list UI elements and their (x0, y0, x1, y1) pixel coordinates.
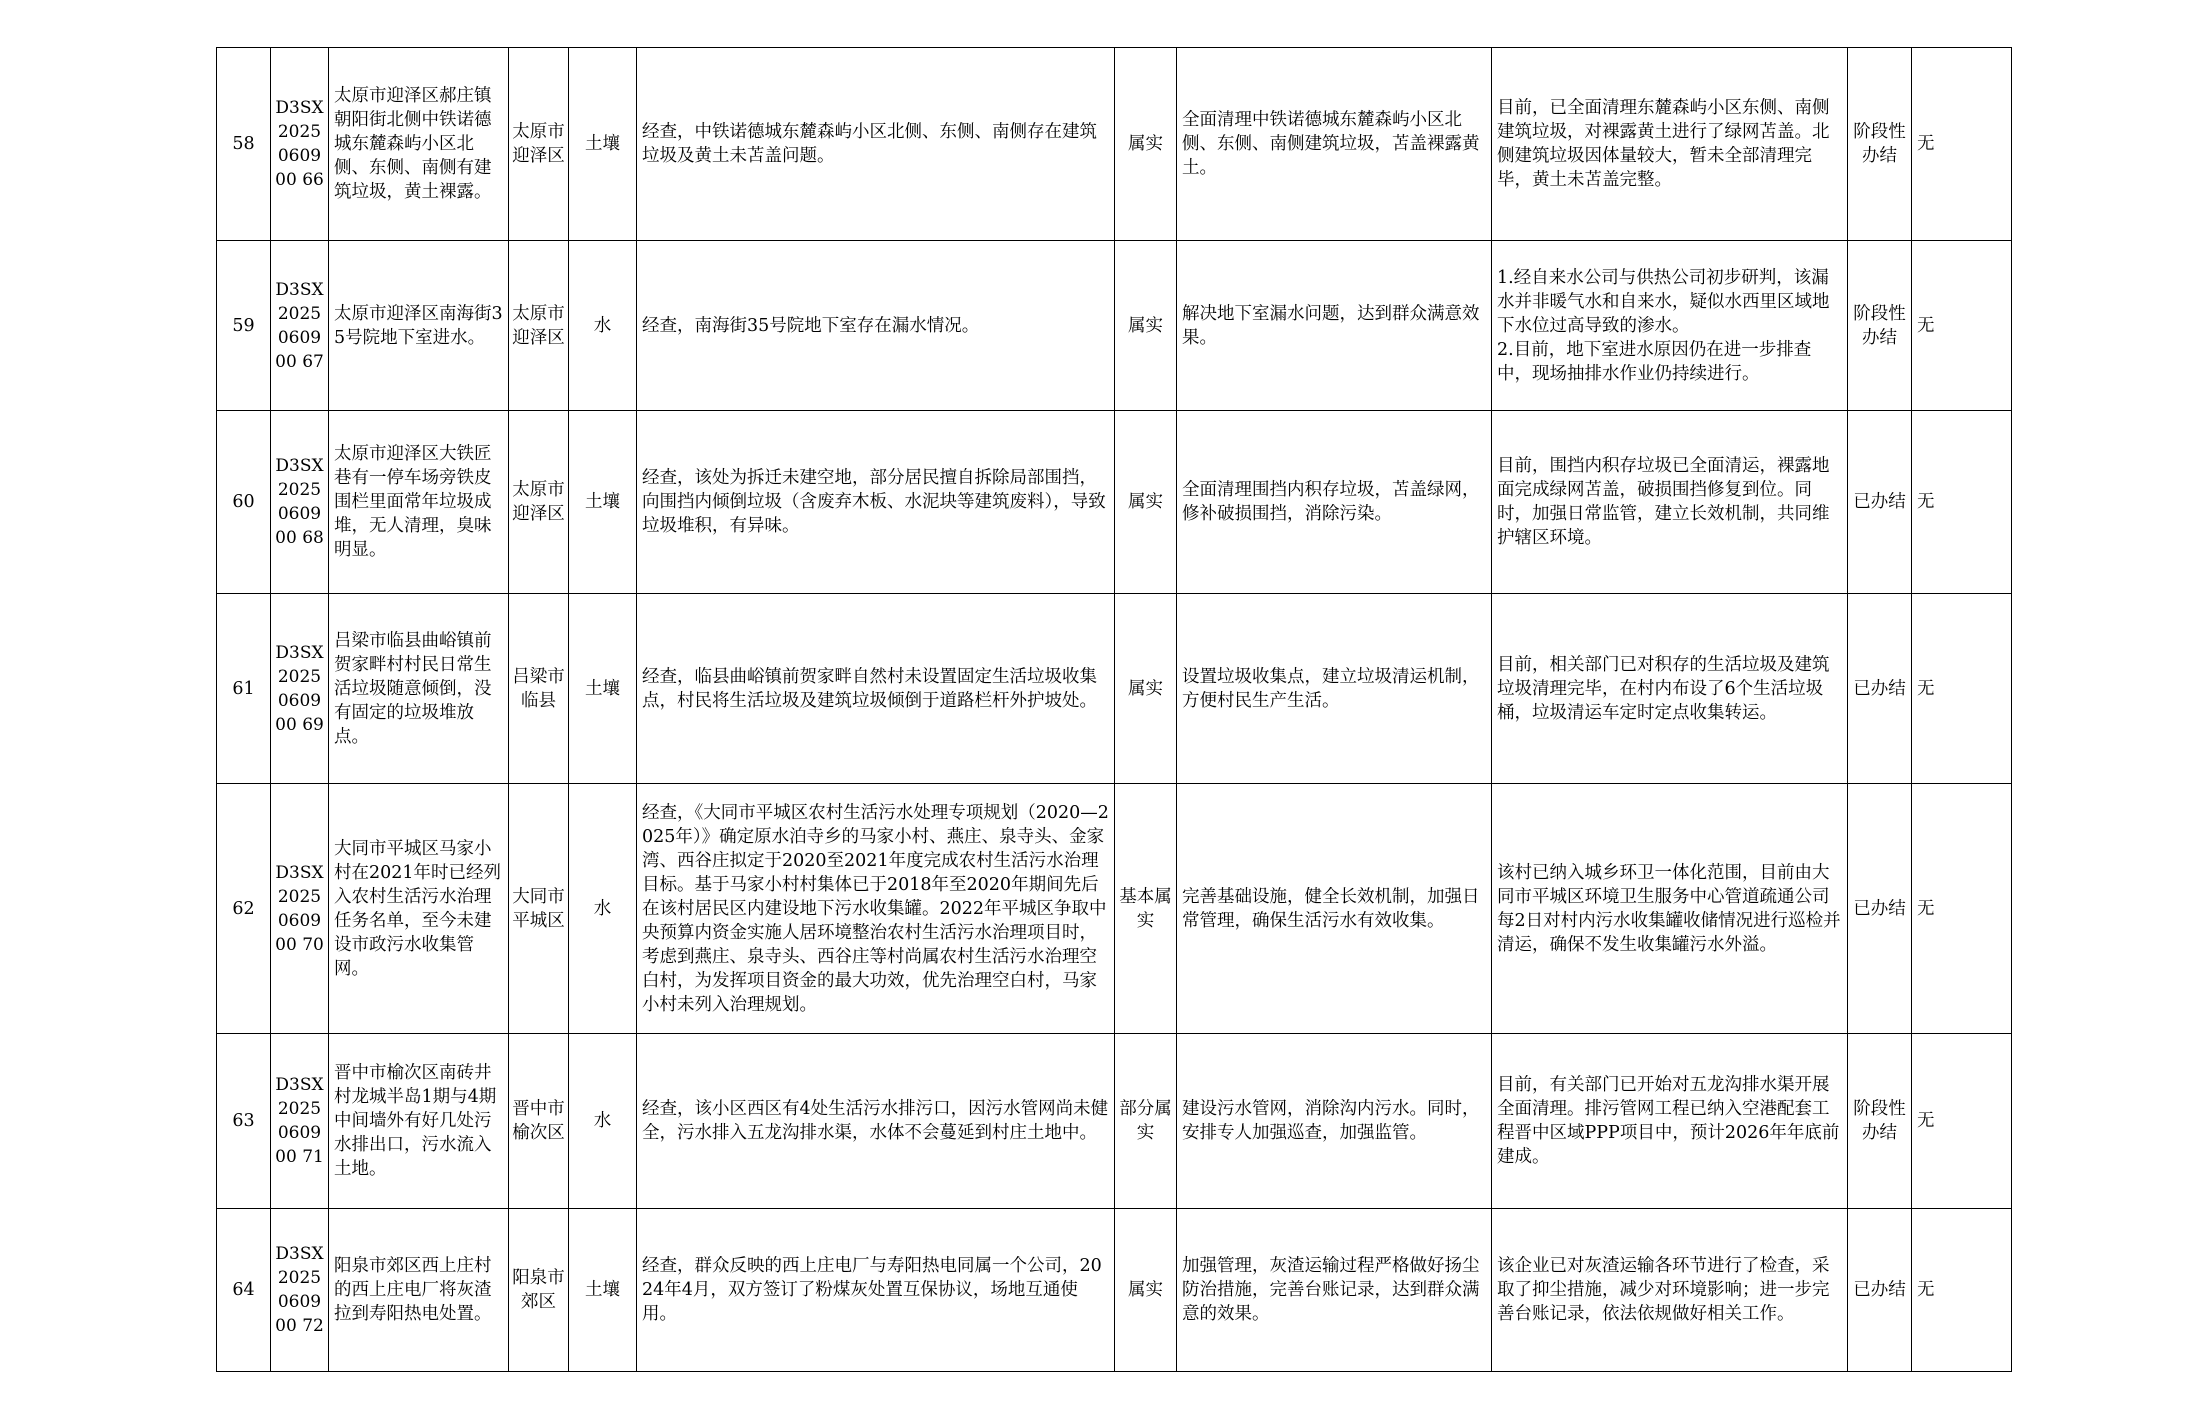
pollution-type: 水 (569, 241, 637, 411)
rectification-progress: 该企业已对灰渣运输各环节进行了检查，采取了抑尘措施，减少对环境影响；进一步完善台账记录，依法依规做好相关工作。 (1492, 1209, 1848, 1372)
accountability: 无 (1912, 48, 2012, 241)
row-number: 60 (217, 411, 271, 594)
pollution-type: 土壤 (569, 1209, 637, 1372)
accountability: 无 (1912, 411, 2012, 594)
rectification-progress: 1.经自来水公司与供热公司初步研判，该漏水并非暖气水和自来水，疑似水西里区域地下水位过高导致的渗水。 2.目前，地下室进水原因仍在进一步排查中，现场抽排水作业仍持续进行。 (1492, 241, 1848, 411)
case-code: D3SX2025060900 72 (271, 1209, 329, 1372)
pollution-type: 水 (569, 1034, 637, 1209)
rectification-demand: 建设污水管网，消除沟内污水。同时，安排专人加强巡查，加强监管。 (1177, 1034, 1492, 1209)
pollution-type: 土壤 (569, 48, 637, 241)
rectification-demand: 解决地下室漏水问题，达到群众满意效果。 (1177, 241, 1492, 411)
accountability: 无 (1912, 594, 2012, 784)
pollution-type: 水 (569, 784, 637, 1034)
rectification-progress: 目前，相关部门已对积存的生活垃圾及建筑垃圾清理完毕，在村内布设了6个生活垃圾桶，垃圾清运车定时定点收集转运。 (1492, 594, 1848, 784)
petition-table (216, 47, 2012, 1372)
investigation-finding: 经查，中铁诺德城东麓森屿小区北侧、东侧、南侧存在建筑垃圾及黄土未苫盖问题。 (637, 48, 1115, 241)
accountability: 无 (1912, 1034, 2012, 1209)
complaint-text: 太原市迎泽区郝庄镇朝阳街北侧中铁诺德城东麓森屿小区北侧、东侧、南侧有建筑垃圾，黄土裸露。 (329, 48, 509, 241)
district-name: 太原市迎泽区 (509, 241, 569, 411)
verdict: 属实 (1115, 594, 1177, 784)
table-row (217, 48, 2012, 241)
completion-status: 阶段性办结 (1848, 1034, 1912, 1209)
verdict: 属实 (1115, 241, 1177, 411)
rectification-progress: 该村已纳入城乡环卫一体化范围，目前由大同市平城区环境卫生服务中心管道疏通公司每2日对村内污水收集罐收储情况进行巡检并清运，确保不发生收集罐污水外溢。 (1492, 784, 1848, 1034)
verdict: 属实 (1115, 48, 1177, 241)
rectification-demand: 全面清理中铁诺德城东麓森屿小区北侧、东侧、南侧建筑垃圾，苫盖裸露黄土。 (1177, 48, 1492, 241)
case-code: D3SX2025060900 71 (271, 1034, 329, 1209)
completion-status: 已办结 (1848, 594, 1912, 784)
investigation-finding: 经查，该处为拆迁未建空地，部分居民擅自拆除局部围挡，向围挡内倾倒垃圾（含废弃木板、水泥块等建筑废料），导致垃圾堆积，有异味。 (637, 411, 1115, 594)
pollution-type: 土壤 (569, 594, 637, 784)
case-code: D3SX2025060900 70 (271, 784, 329, 1034)
table-body (217, 48, 2012, 1372)
district-name: 阳泉市郊区 (509, 1209, 569, 1372)
row-number: 61 (217, 594, 271, 784)
table-row (217, 411, 2012, 594)
row-number: 64 (217, 1209, 271, 1372)
case-code: D3SX2025060900 66 (271, 48, 329, 241)
complaint-text: 大同市平城区马家小村在2021年时已经列入农村生活污水治理任务名单，至今未建设市政污水收集管网。 (329, 784, 509, 1034)
district-name: 吕梁市临县 (509, 594, 569, 784)
case-code: D3SX2025060900 67 (271, 241, 329, 411)
table-row (217, 1034, 2012, 1209)
table-row (217, 594, 2012, 784)
verdict: 部分属实 (1115, 1034, 1177, 1209)
investigation-finding: 经查，南海街35号院地下室存在漏水情况。 (637, 241, 1115, 411)
verdict: 基本属实 (1115, 784, 1177, 1034)
rectification-demand: 设置垃圾收集点，建立垃圾清运机制，方便村民生产生活。 (1177, 594, 1492, 784)
pollution-type: 土壤 (569, 411, 637, 594)
complaint-text: 太原市迎泽区大铁匠巷有一停车场旁铁皮围栏里面常年垃圾成堆，无人清理，臭味明显。 (329, 411, 509, 594)
row-number: 62 (217, 784, 271, 1034)
district-name: 太原市迎泽区 (509, 48, 569, 241)
completion-status: 已办结 (1848, 411, 1912, 594)
rectification-progress: 目前，围挡内积存垃圾已全面清运，裸露地面完成绿网苫盖，破损围挡修复到位。同时，加强日常监管，建立长效机制，共同维护辖区环境。 (1492, 411, 1848, 594)
row-number: 58 (217, 48, 271, 241)
complaint-text: 阳泉市郊区西上庄村的西上庄电厂将灰渣拉到寿阳热电处置。 (329, 1209, 509, 1372)
completion-status: 已办结 (1848, 1209, 1912, 1372)
complaint-text: 吕梁市临县曲峪镇前贺家畔村村民日常生活垃圾随意倾倒，没有固定的垃圾堆放点。 (329, 594, 509, 784)
complaint-text: 太原市迎泽区南海街35号院地下室进水。 (329, 241, 509, 411)
case-code: D3SX2025060900 68 (271, 411, 329, 594)
table-row (217, 784, 2012, 1034)
table-row (217, 1209, 2012, 1372)
rectification-progress: 目前，已全面清理东麓森屿小区东侧、南侧建筑垃圾，对裸露黄土进行了绿网苫盖。北侧建筑垃圾因体量较大，暂未全部清理完毕，黄土未苫盖完整。 (1492, 48, 1848, 241)
district-name: 太原市迎泽区 (509, 411, 569, 594)
rectification-demand: 加强管理，灰渣运输过程严格做好扬尘防治措施，完善台账记录，达到群众满意的效果。 (1177, 1209, 1492, 1372)
row-number: 63 (217, 1034, 271, 1209)
rectification-demand: 全面清理围挡内积存垃圾，苫盖绿网，修补破损围挡，消除污染。 (1177, 411, 1492, 594)
rectification-demand: 完善基础设施，健全长效机制，加强日常管理，确保生活污水有效收集。 (1177, 784, 1492, 1034)
table-row (217, 241, 2012, 411)
accountability: 无 (1912, 784, 2012, 1034)
completion-status: 已办结 (1848, 784, 1912, 1034)
investigation-finding: 经查，临县曲峪镇前贺家畔自然村未设置固定生活垃圾收集点，村民将生活垃圾及建筑垃圾倾倒于道路栏杆外护坡处。 (637, 594, 1115, 784)
investigation-finding: 经查，《大同市平城区农村生活污水处理专项规划（2020—2025年）》确定原水泊寺乡的马家小村、燕庄、泉寺头、金家湾、西谷庄拟定于2020至2021年度完成农村生活污水治理目标。基于马家小村村集体已于2018年至2020年期间先后在该村居民区内建设地下污水收集罐。2022年平城区争取中央预算内资金实施人居环境整治农村生活污水治理项目时，考虑到燕庄、泉寺头、西谷庄等村尚属农村生活污水治理空白村，为发挥项目资金的最大功效，优先治理空白村，马家小村未列入治理规划。 (637, 784, 1115, 1034)
row-number: 59 (217, 241, 271, 411)
case-code: D3SX2025060900 69 (271, 594, 329, 784)
rectification-progress: 目前，有关部门已开始对五龙沟排水渠开展全面清理。排污管网工程已纳入空港配套工程晋中区域PPP项目中，预计2026年年底前建成。 (1492, 1034, 1848, 1209)
completion-status: 阶段性办结 (1848, 48, 1912, 241)
investigation-finding: 经查，群众反映的西上庄电厂与寿阳热电同属一个公司，2024年4月，双方签订了粉煤灰处置互保协议，场地互通使用。 (637, 1209, 1115, 1372)
verdict: 属实 (1115, 1209, 1177, 1372)
accountability: 无 (1912, 1209, 2012, 1372)
investigation-finding: 经查，该小区西区有4处生活污水排污口，因污水管网尚未健全，污水排入五龙沟排水渠，水体不会蔓延到村庄土地中。 (637, 1034, 1115, 1209)
district-name: 晋中市榆次区 (509, 1034, 569, 1209)
complaint-text: 晋中市榆次区南砖井村龙城半岛1期与4期中间墙外有好几处污水排出口，污水流入土地。 (329, 1034, 509, 1209)
verdict: 属实 (1115, 411, 1177, 594)
accountability: 无 (1912, 241, 2012, 411)
completion-status: 阶段性办结 (1848, 241, 1912, 411)
district-name: 大同市平城区 (509, 784, 569, 1034)
